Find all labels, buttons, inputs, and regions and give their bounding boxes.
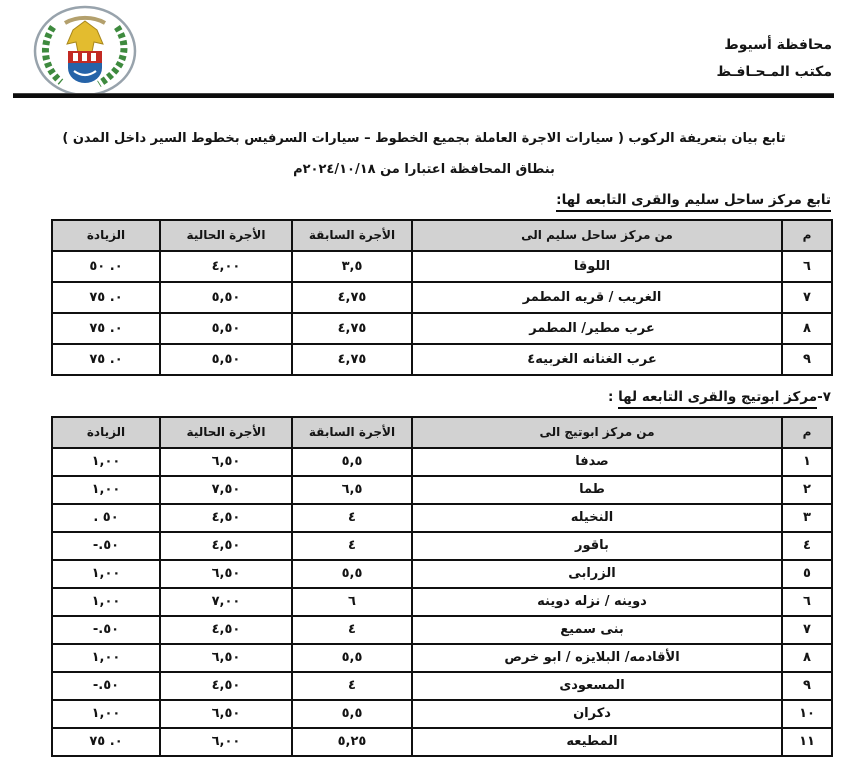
current-fare-value: ٧,٥٠ (160, 476, 292, 504)
header-divider (13, 93, 834, 98)
destination-name: عرب مطير/ المطمر (412, 313, 782, 344)
table-row (52, 313, 832, 344)
table-row (52, 504, 832, 532)
table-row (52, 282, 832, 313)
increase-value: ١,٠٠ (52, 644, 160, 672)
previous-fare-value: ٦,٥ (292, 476, 412, 504)
document-title-line1: تابع بيان بتعريفة الركوب ( سيارات الاجرة العاملة بجميع الخطوط – سيارات السرفيس بخطوط السير داخل المدن ) (62, 131, 786, 146)
previous-fare-value: ٤,٧٥ (292, 282, 412, 313)
document-title-line2: بنطاق المحافظة اعتبارا من ٢٠٢٤/١٠/١٨م (293, 162, 555, 177)
current-fare-value: ٥,٥٠ (160, 282, 292, 313)
increase-value: ١,٠٠ (52, 448, 160, 476)
previous-fare-value: ٤ (292, 532, 412, 560)
current-fare-value: ٦,٥٠ (160, 448, 292, 476)
destination-name: النخيله (412, 504, 782, 532)
increase-value: ١,٠٠ (52, 588, 160, 616)
increase-value: ١,٠٠ (52, 476, 160, 504)
destination-name: الزرابى (412, 560, 782, 588)
increase-value: . ٥٠ (52, 504, 160, 532)
row-number: ٣ (782, 504, 832, 532)
table-row (52, 728, 832, 756)
table-row (52, 448, 832, 476)
col-header-num: م (782, 220, 832, 251)
table-row (52, 616, 832, 644)
previous-fare-value: ٤ (292, 504, 412, 532)
table-header-row (52, 220, 832, 251)
row-number: ٥ (782, 560, 832, 588)
destination-name: دوينه / نزله دوينه (412, 588, 782, 616)
section2-heading-suffix: : (607, 388, 619, 405)
increase-value: ٠. ٧٥ (52, 728, 160, 756)
current-fare-value: ٦,٥٠ (160, 560, 292, 588)
current-fare-value: ٤,٥٠ (160, 532, 292, 560)
increase-value: ٠. ٧٥ (52, 313, 160, 344)
table-row (52, 476, 832, 504)
destination-name: دكران (412, 700, 782, 728)
current-fare-value: ٤,٥٠ (160, 504, 292, 532)
previous-fare-value: ٤ (292, 616, 412, 644)
row-number: ٢ (782, 476, 832, 504)
previous-fare-value: ٤,٧٥ (292, 344, 412, 375)
col-header-increase: الزيادة (52, 220, 160, 251)
current-fare-value: ٦,٥٠ (160, 644, 292, 672)
increase-value: -.٥٠ (52, 616, 160, 644)
section2-heading-prefix: ٧- (817, 388, 831, 405)
row-number: ١١ (782, 728, 832, 756)
row-number: ٨ (782, 644, 832, 672)
current-fare-value: ٤,٥٠ (160, 616, 292, 644)
table-row (52, 344, 832, 375)
destination-name: عرب الغنانه الغربيه٤ (412, 344, 782, 375)
current-fare-value: ٤,٠٠ (160, 251, 292, 282)
destination-name: الغريب / قريه المطمر (412, 282, 782, 313)
table-row (52, 251, 832, 282)
col-header-previous-fare: الأجرة السابقة (292, 220, 412, 251)
current-fare-value: ٤,٥٠ (160, 672, 292, 700)
row-number: ٩ (782, 672, 832, 700)
row-number: ٧ (782, 282, 832, 313)
table-row (52, 672, 832, 700)
document-body (0, 131, 848, 757)
row-number: ٦ (782, 251, 832, 282)
row-number: ٤ (782, 532, 832, 560)
destination-name: المسعودى (412, 672, 782, 700)
increase-value: ٠. ٧٥ (52, 282, 160, 313)
section1-heading-text: تابع مركز ساحل سليم والقرى التابعه لها: (556, 192, 831, 212)
table-header-row (52, 417, 832, 448)
row-number: ٧ (782, 616, 832, 644)
destination-name: طما (412, 476, 782, 504)
previous-fare-value: ٥,٢٥ (292, 728, 412, 756)
table-row (52, 700, 832, 728)
previous-fare-value: ٤ (292, 672, 412, 700)
increase-value: ٠. ٧٥ (52, 344, 160, 375)
section-heading-sahel-selim (0, 192, 831, 212)
col-header-current-fare: الأجرة الحالية (160, 417, 292, 448)
table-row (52, 560, 832, 588)
row-number: ١ (782, 448, 832, 476)
destination-name: صدفا (412, 448, 782, 476)
increase-value: -.٥٠ (52, 532, 160, 560)
table-row (52, 644, 832, 672)
table-row (52, 588, 832, 616)
col-header-current-fare: الأجرة الحالية (160, 220, 292, 251)
increase-value: ١,٠٠ (52, 700, 160, 728)
col-header-increase: الزيادة (52, 417, 160, 448)
letterhead (716, 32, 832, 86)
previous-fare-value: ٥,٥ (292, 644, 412, 672)
col-header-destination: من مركز ابوتيج الى (412, 417, 782, 448)
previous-fare-value: ٣,٥ (292, 251, 412, 282)
previous-fare-value: ٥,٥ (292, 448, 412, 476)
increase-value: ٠. ٥٠ (52, 251, 160, 282)
previous-fare-value: ٥,٥ (292, 700, 412, 728)
previous-fare-value: ٥,٥ (292, 560, 412, 588)
governorate-name: محافظة أسيوط (724, 37, 832, 53)
section-heading-abu-tig (0, 389, 831, 409)
increase-value: ١,٠٠ (52, 560, 160, 588)
current-fare-value: ٥,٥٠ (160, 313, 292, 344)
table-row (52, 532, 832, 560)
fare-table-sahel-selim (51, 219, 833, 376)
office-name: مكتب المـحـافـظ (716, 64, 832, 80)
col-header-previous-fare: الأجرة السابقة (292, 417, 412, 448)
row-number: ٦ (782, 588, 832, 616)
current-fare-value: ٧,٠٠ (160, 588, 292, 616)
previous-fare-value: ٤,٧٥ (292, 313, 412, 344)
destination-name: الأقادمه/ البلايزه / ابو خرص (412, 644, 782, 672)
destination-name: باقور (412, 532, 782, 560)
col-header-destination: من مركز ساحل سليم الى (412, 220, 782, 251)
assiut-governorate-emblem-icon (33, 5, 137, 97)
col-header-num: م (782, 417, 832, 448)
destination-name: بنى سميع (412, 616, 782, 644)
fare-table-abu-tig (51, 416, 833, 757)
row-number: ١٠ (782, 700, 832, 728)
current-fare-value: ٦,٠٠ (160, 728, 292, 756)
increase-value: -.٥٠ (52, 672, 160, 700)
previous-fare-value: ٦ (292, 588, 412, 616)
current-fare-value: ٦,٥٠ (160, 700, 292, 728)
row-number: ٨ (782, 313, 832, 344)
section2-heading-text: مركز ابوتيج والقرى التابعه لها (618, 389, 817, 409)
destination-name: المطيعه (412, 728, 782, 756)
current-fare-value: ٥,٥٠ (160, 344, 292, 375)
row-number: ٩ (782, 344, 832, 375)
destination-name: اللوقا (412, 251, 782, 282)
